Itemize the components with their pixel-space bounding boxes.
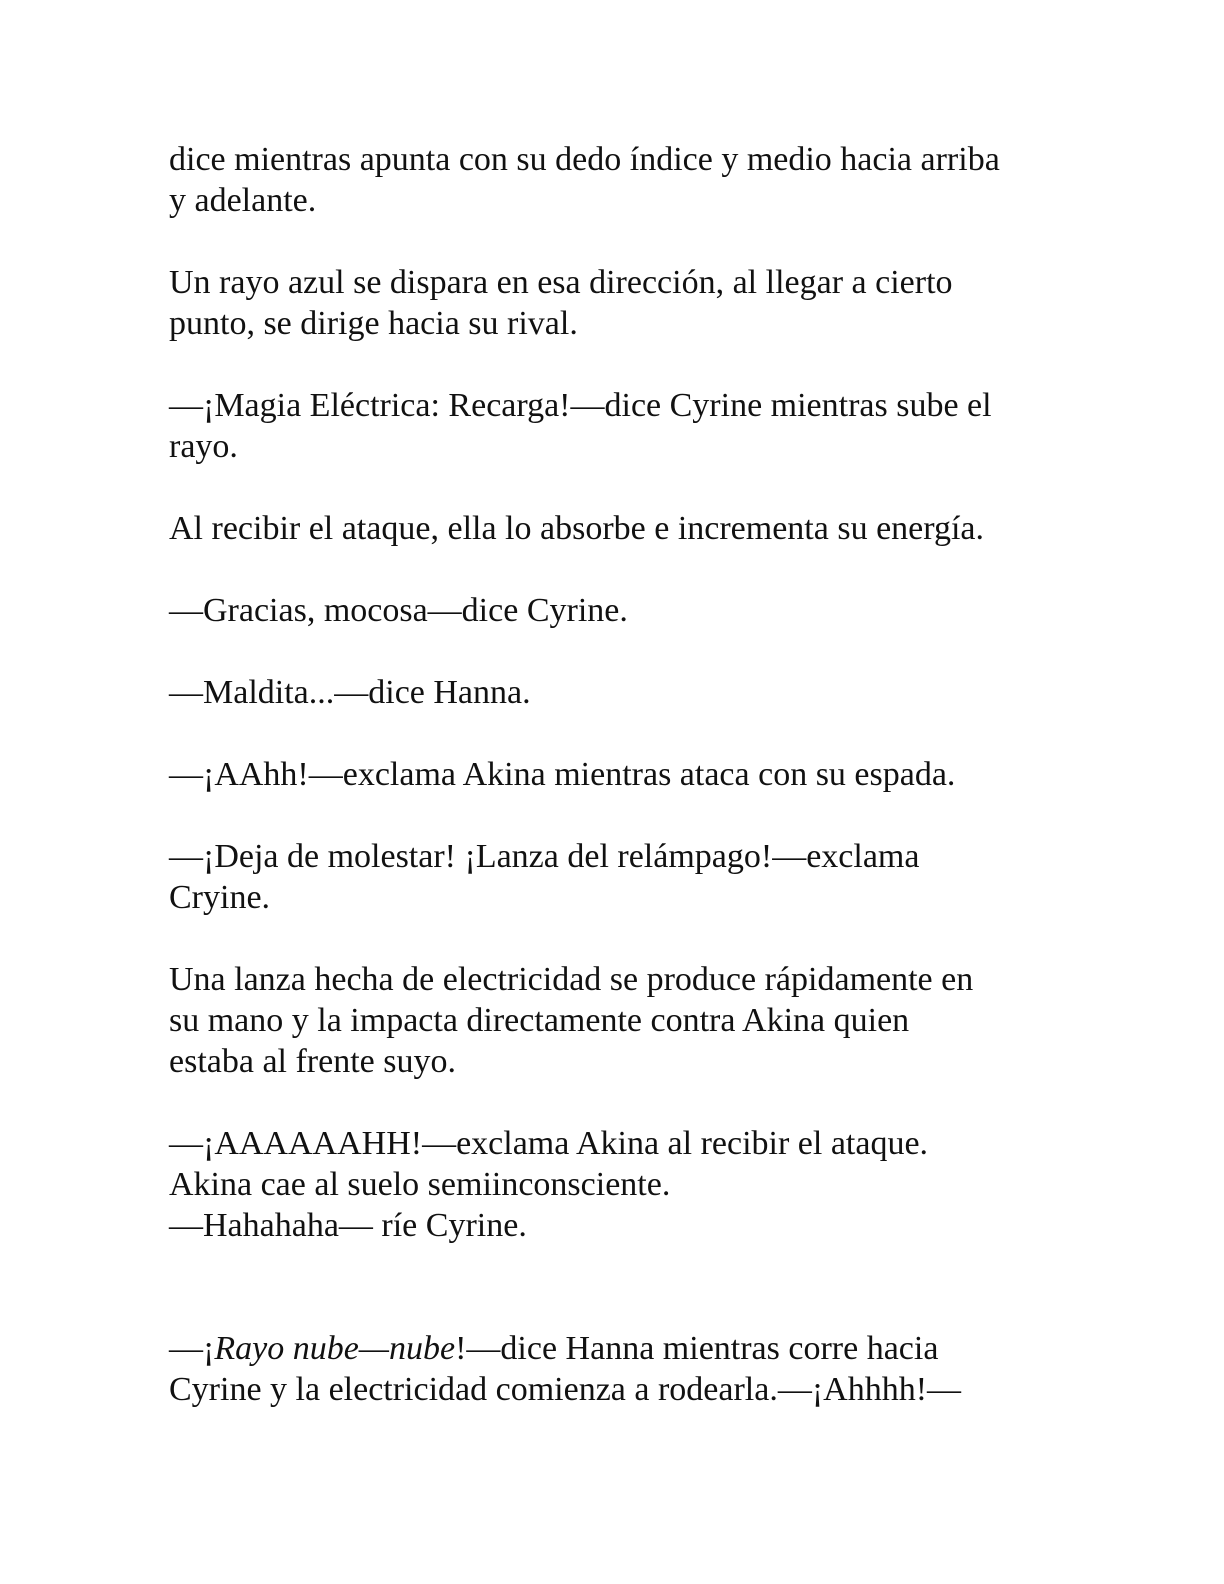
text-line: Un rayo azul se dispara en esa dirección, al llegar a cierto <box>169 264 953 301</box>
text-line: y adelante. <box>169 182 317 219</box>
text-line: —¡Deja de molestar! ¡Lanza del relámpago!—exclama <box>169 838 920 875</box>
paragraph <box>169 139 1069 221</box>
paragraph <box>169 754 1069 795</box>
text-line: —¡Magia Eléctrica: Recarga!—dice Cyrine mientras sube el <box>169 387 992 424</box>
text-line: —Gracias, mocosa—dice Cyrine. <box>169 592 628 629</box>
text-line: rayo. <box>169 428 238 465</box>
text-line: Una lanza hecha de electricidad se produce rápidamente en <box>169 961 974 998</box>
text-line: Cyrine y la electricidad comienza a rodearla.—¡Ahhhh!— <box>169 1371 962 1408</box>
dialogue-text: !—dice Hanna mientras corre hacia <box>455 1330 939 1367</box>
text-line: Akina cae al suelo semiinconsciente. <box>169 1166 671 1203</box>
paragraph <box>169 1328 1069 1410</box>
text-line <box>169 1328 1069 1369</box>
paragraph <box>169 508 1069 549</box>
paragraph <box>169 836 1069 918</box>
dialogue-dash: —¡ <box>169 1330 215 1367</box>
text-line: su mano y la impacta directamente contra Akina quien <box>169 1002 910 1039</box>
text-line: Cryine. <box>169 879 271 916</box>
blank-space <box>169 1246 1069 1328</box>
text-line: punto, se dirige hacia su rival. <box>169 305 578 342</box>
text-line: dice mientras apunta con su dedo índice y medio hacia arriba <box>169 141 1000 178</box>
text-line: —Maldita...—dice Hanna. <box>169 674 531 711</box>
document-body <box>169 139 1069 1410</box>
paragraph <box>169 262 1069 344</box>
text-line: —¡AAhh!—exclama Akina mientras ataca con su espada. <box>169 756 956 793</box>
text-line: —¡AAAAAAHH!—exclama Akina al recibir el ataque. <box>169 1125 929 1162</box>
paragraph <box>169 590 1069 631</box>
text-line: —Hahahaha— ríe Cyrine. <box>169 1207 527 1244</box>
text-line: Al recibir el ataque, ella lo absorbe e incrementa su energía. <box>169 510 985 547</box>
spell-name: Rayo nube—nube <box>214 1330 456 1367</box>
paragraph <box>169 1123 1069 1246</box>
paragraph <box>169 959 1069 1082</box>
paragraph <box>169 385 1069 467</box>
paragraph <box>169 672 1069 713</box>
text-line: estaba al frente suyo. <box>169 1043 456 1080</box>
